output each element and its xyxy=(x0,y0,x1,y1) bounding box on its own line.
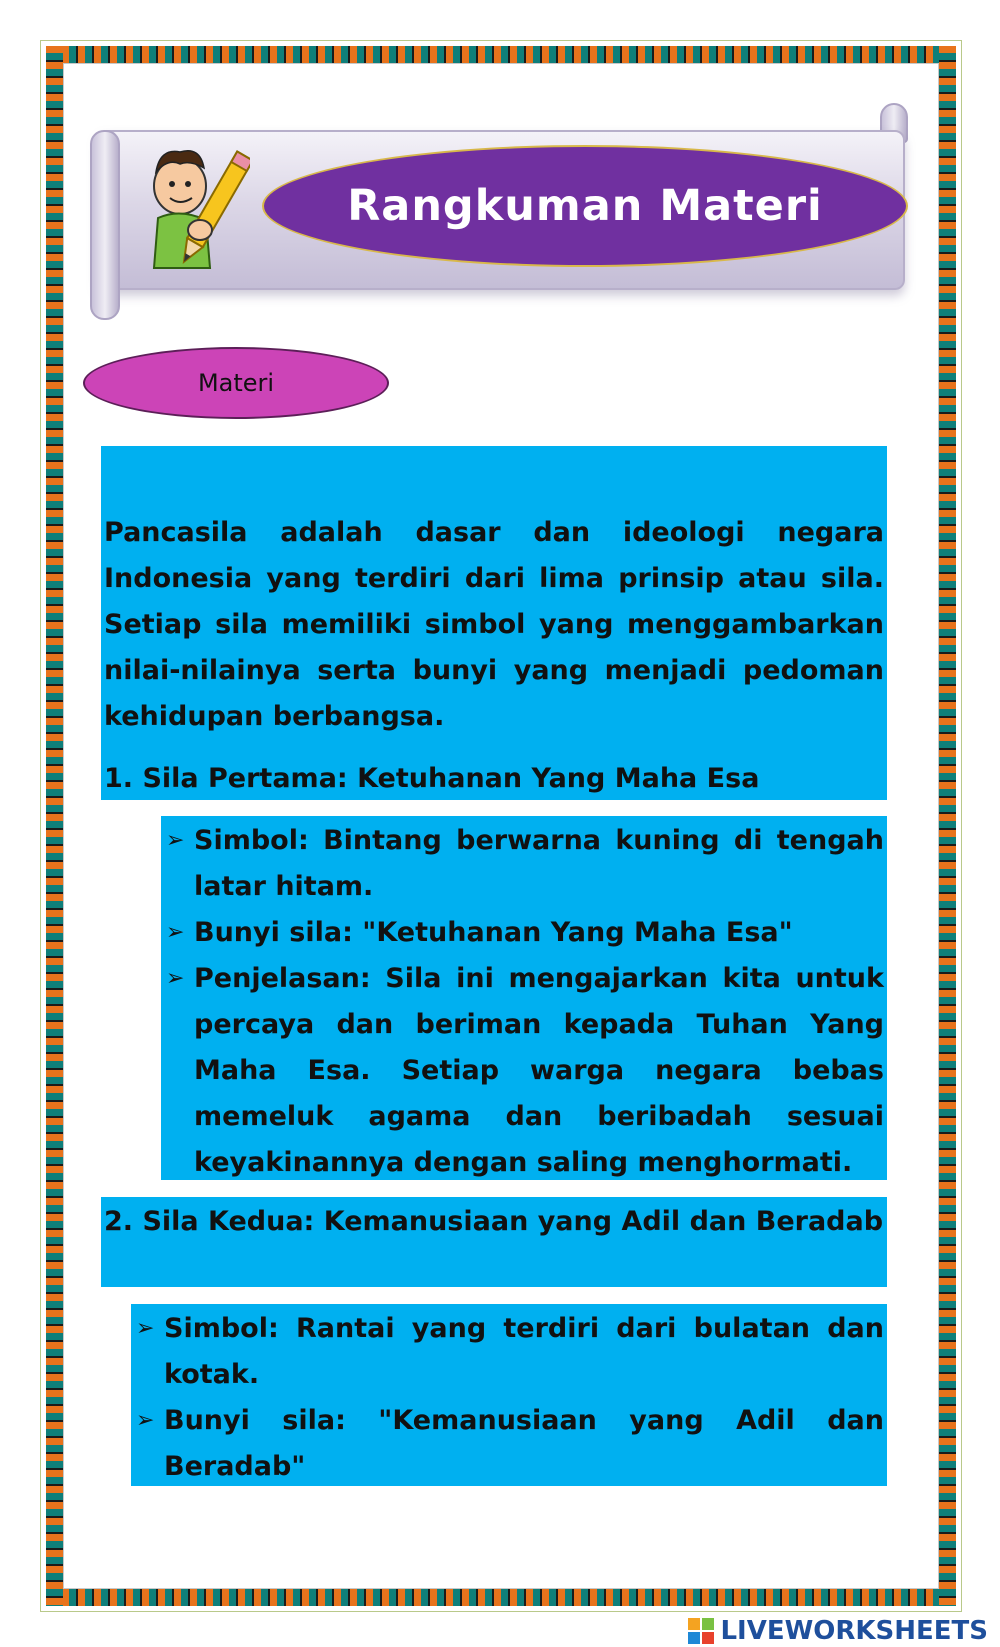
arrow-bullet-icon: ➢ xyxy=(166,828,185,853)
list-item xyxy=(134,1398,884,1490)
list-item xyxy=(164,910,884,956)
watermark-text: LIVEWORKSHEETS xyxy=(720,1616,988,1646)
sila-2-points-list xyxy=(134,1306,884,1490)
sila-2-point-symbol: Simbol: Rantai yang terdiri dari bulatan dan kotak. xyxy=(164,1313,884,1390)
liveworksheets-logo-icon xyxy=(688,1618,714,1644)
list-item xyxy=(164,956,884,1186)
arrow-bullet-icon: ➢ xyxy=(166,966,185,991)
sila-1-points-list xyxy=(164,818,884,1186)
section-label: Materi xyxy=(197,369,275,397)
sila-1-point-symbol: Simbol: Bintang berwarna kuning di tengah latar hitam. xyxy=(194,825,884,902)
page-border-right xyxy=(939,46,956,1606)
sila-1-heading: 1. Sila Pertama: Ketuhanan Yang Maha Esa xyxy=(104,763,760,794)
pencil-mascot-icon xyxy=(140,138,250,278)
page-title: Rangkuman Materi xyxy=(347,181,823,231)
title-ellipse xyxy=(262,145,908,267)
intro-paragraph: Pancasila adalah dasar dan ideologi negara Indonesia yang terdiri dari lima prinsip atau sila. Setiap sila memiliki simbol yang menggambarkan nilai-nilainya serta bunyi yang menjadi pedoman kehidupan berbangsa. xyxy=(104,517,884,732)
arrow-bullet-icon: ➢ xyxy=(136,1408,155,1433)
page-border-left xyxy=(46,46,63,1606)
sila-1-point-sound: Bunyi sila: "Ketuhanan Yang Maha Esa" xyxy=(194,917,793,948)
banner-scroll-curl-left xyxy=(90,130,120,320)
arrow-bullet-icon: ➢ xyxy=(166,920,185,945)
liveworksheets-watermark xyxy=(688,1615,988,1647)
list-item xyxy=(134,1306,884,1398)
arrow-bullet-icon: ➢ xyxy=(136,1316,155,1341)
section-label-pill xyxy=(83,347,389,419)
sila-2-point-sound: Bunyi sila: "Kemanusiaan yang Adil dan Beradab" xyxy=(164,1405,884,1482)
list-item xyxy=(164,818,884,910)
sila-2-heading: 2. Sila Kedua: Kemanusiaan yang Adil dan Beradab xyxy=(104,1206,884,1237)
sila-1-point-explanation: Penjelasan: Sila ini mengajarkan kita untuk percaya dan beriman kepada Tuhan Yang Maha Esa. Setiap warga negara bebas memeluk agama dan beribadah sesuai keyakinannya dengan saling menghormati. xyxy=(194,963,884,1178)
